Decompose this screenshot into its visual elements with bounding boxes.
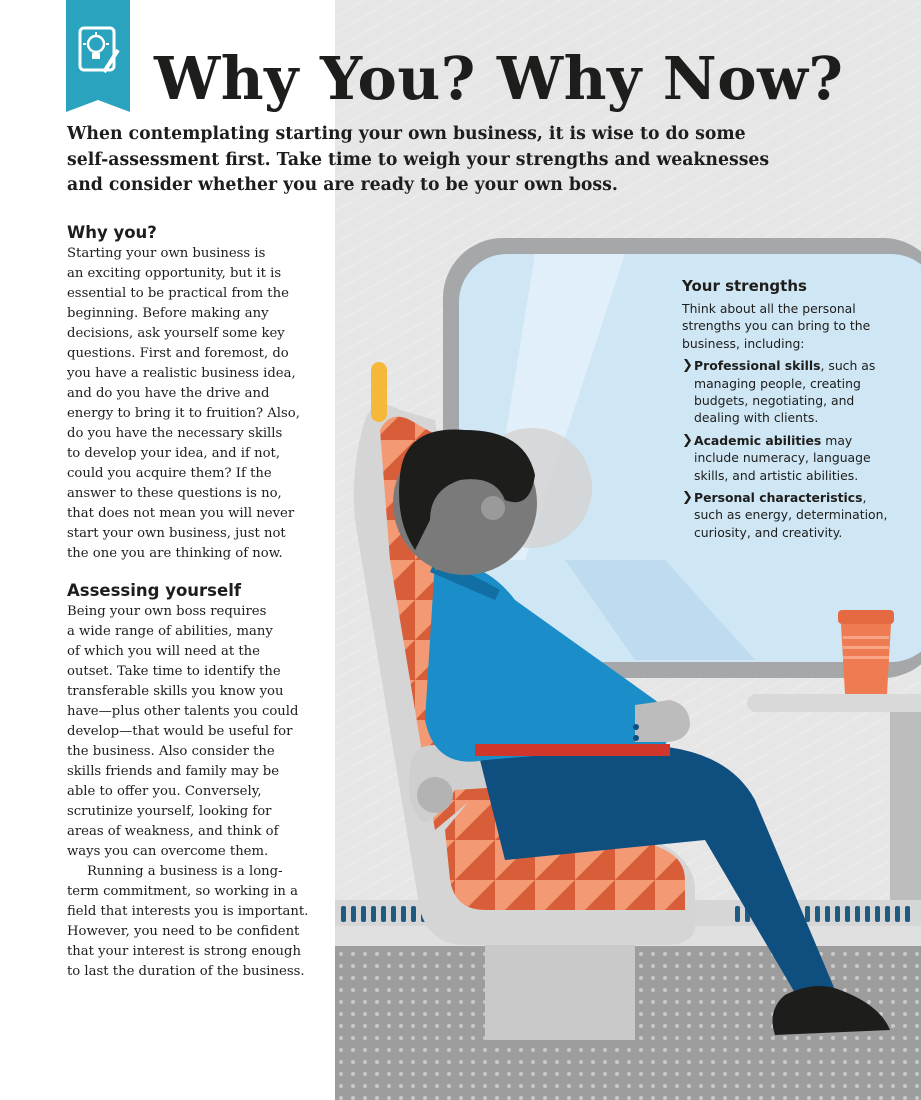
strength-description: , such as managing people, creating budgets, negotiating, and dealing with clients.: [694, 358, 876, 426]
strengths-panel: [682, 276, 892, 546]
strength-label: Professional skills: [694, 358, 821, 374]
page-title: Why You? Why Now?: [154, 44, 844, 113]
table-top: [747, 694, 921, 712]
assessing-heading: Assessing yourself: [67, 581, 242, 600]
strength-label: Personal characteristics: [694, 490, 863, 506]
coffee-cup-lid: [838, 610, 894, 624]
why-you-heading: Why you?: [67, 223, 157, 242]
seat-belt: [475, 744, 670, 756]
chevron-right-icon: ❯: [682, 432, 693, 448]
strength-label: Academic abilities: [694, 432, 822, 448]
seat-base: [485, 940, 635, 1040]
list-item: [682, 357, 892, 427]
assessing-body-continued: Running a business is a long- term commitment, so working in a field that interests you is important. However, you need to be confident that your interest is strong enough to last the duration of the business.: [67, 864, 309, 979]
assessing-body: Being your own boss requires a wide range of abilities, many of which you will need at the outset. Take time to identify the transferable skills you know you have—plus other talents you could develop—that would be useful for the business. Also consider the skills friends and family may be able to offer you. Conversely, scrutinize yourself, looking for areas of weakness, and think of ways you can overcome them.: [67, 604, 299, 859]
strengths-heading: Your strengths: [682, 277, 807, 295]
why-you-body: Starting your own business is an exciting opportunity, but it is essential to be practical from the beginning. Before making any decisions, ask yourself some key questions. First and foremost, do you have a realistic business idea, and do you have the drive and energy to bring it to fruition? Also, do you have the necessary skills to develop your idea, and if not, could you acquire them? If the answer to these questions is no, that does not mean you will never start your own business, just not the one you are thinking of now.: [67, 246, 300, 561]
lightbulb-note-icon: [66, 0, 130, 112]
chevron-right-icon: ❯: [682, 358, 693, 374]
intro-paragraph: When contemplating starting your own business, it is wise to do some self-assessment first. Take time to weigh your strengths and weaknesses and consider whether you are ready to be your own boss.: [67, 124, 770, 195]
list-item: [682, 489, 892, 541]
left-column: [67, 222, 329, 982]
chevron-right-icon: ❯: [682, 490, 693, 506]
strengths-intro: Think about all the personal strengths you can bring to the business, including:: [682, 301, 871, 351]
strength-description: , such as energy, determination, curiosity, and creativity.: [694, 490, 888, 540]
passenger-hand: [635, 700, 690, 742]
strengths-list: [682, 357, 892, 541]
seat-handle: [371, 362, 387, 422]
strength-description: may include numeracy, language skills, and artistic abilities.: [694, 432, 871, 483]
list-item: [682, 432, 892, 484]
